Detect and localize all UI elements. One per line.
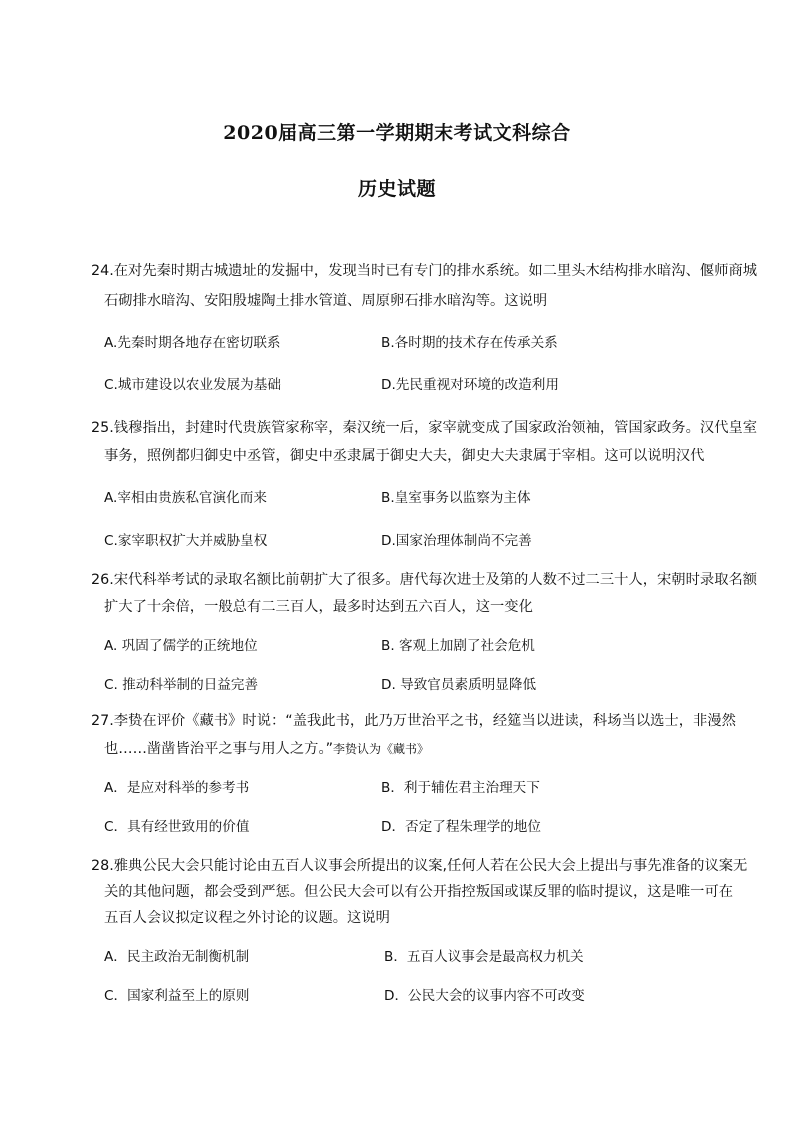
option-b: B. 客观上加剧了社会危机 bbox=[381, 638, 535, 654]
option-d: D. 导致官员素质明显降低 bbox=[381, 677, 537, 693]
question-prompt-text: 李贽认为《藏书》 bbox=[333, 742, 430, 756]
option-a: A.宰相由贵族私官演化而来 bbox=[104, 490, 267, 506]
question-quote-text: 也……凿凿皆治平之事与用人之方。” bbox=[104, 741, 334, 757]
option-c: C. 推动科举制的日益完善 bbox=[104, 677, 259, 693]
question-stem-line: 扩大了十余倍，一般总有二三百人，最多时达到五六百人，这一变化 bbox=[104, 599, 533, 615]
option-c: C．具有经世致用的价值 bbox=[104, 819, 250, 835]
option-a: A．民主政治无制衡机制 bbox=[104, 949, 250, 965]
question-stem-line: 28.雅典公民大会只能讨论由五百人议事会所提出的议案,任何人若在公民大会上提出与事先准备的议案无 bbox=[91, 858, 748, 874]
question-stem-line: 五百人会议拟定议程之外讨论的议题。这说明 bbox=[104, 910, 390, 926]
option-b: B．五百人议事会是最高权力机关 bbox=[384, 949, 584, 965]
option-b: B.皇室事务以监察为主体 bbox=[381, 490, 531, 506]
option-a: A. 巩固了儒学的正统地位 bbox=[104, 638, 258, 654]
question-stem-line: 25.钱穆指出，封建时代贵族管家称宰，秦汉统一后，家宰就变成了国家政治领袖，管国家政务。汉代皇室 bbox=[91, 420, 758, 436]
option-c: C．国家利益至上的原则 bbox=[104, 988, 250, 1004]
option-d: D.先民重视对环境的改造利用 bbox=[381, 377, 559, 393]
question-stem-line: 石砌排水暗沟、安阳殷墟陶土排水管道、周原卵石排水暗沟等。这说明 bbox=[104, 293, 548, 309]
page-title: 2020届高三第一学期期末考试文科综合 bbox=[223, 122, 571, 144]
option-d: D．公民大会的议事内容不可改变 bbox=[384, 988, 585, 1004]
question-stem-line: 27.李贽在评价《藏书》时说：“盖我此书，此乃万世治平之书，经筵当以进读，科场当以选士，非漫然 bbox=[91, 713, 736, 729]
option-d: D．否定了程朱理学的地位 bbox=[381, 819, 541, 835]
page-subtitle: 历史试题 bbox=[357, 178, 436, 200]
question-stem-line: 关的其他问题，都会受到严惩。但公民大会可以有公开指控叛国或谋反罪的临时提议，这是唯一可在 bbox=[104, 884, 734, 900]
question-stem-line: 事务，照例都归御史中丞管，御史中丞隶属于御史大夫，御史大夫隶属于宰相。这可以说明汉代 bbox=[104, 448, 705, 464]
question-stem-line bbox=[104, 739, 429, 759]
option-c: C.家宰职权扩大并威胁皇权 bbox=[104, 533, 268, 549]
question-stem-line: 26.宋代科举考试的录取名额比前朝扩大了很多。唐代每次进士及第的人数不过二三十人，宋朝时录取名额 bbox=[91, 572, 758, 588]
option-a: A.先秦时期各地存在密切联系 bbox=[104, 335, 281, 351]
option-b: B．利于辅佐君主治理天下 bbox=[381, 780, 540, 796]
option-d: D.国家治理体制尚不完善 bbox=[381, 533, 532, 549]
option-c: C.城市建设以农业发展为基础 bbox=[104, 377, 281, 393]
option-b: B.各时期的技术存在传承关系 bbox=[381, 335, 558, 351]
option-a: A．是应对科举的参考书 bbox=[104, 780, 250, 796]
question-stem-line: 24.在对先秦时期古城遗址的发掘中，发现当时已有专门的排水系统。如二里头木结构排水暗沟、偃师商城 bbox=[91, 263, 758, 279]
